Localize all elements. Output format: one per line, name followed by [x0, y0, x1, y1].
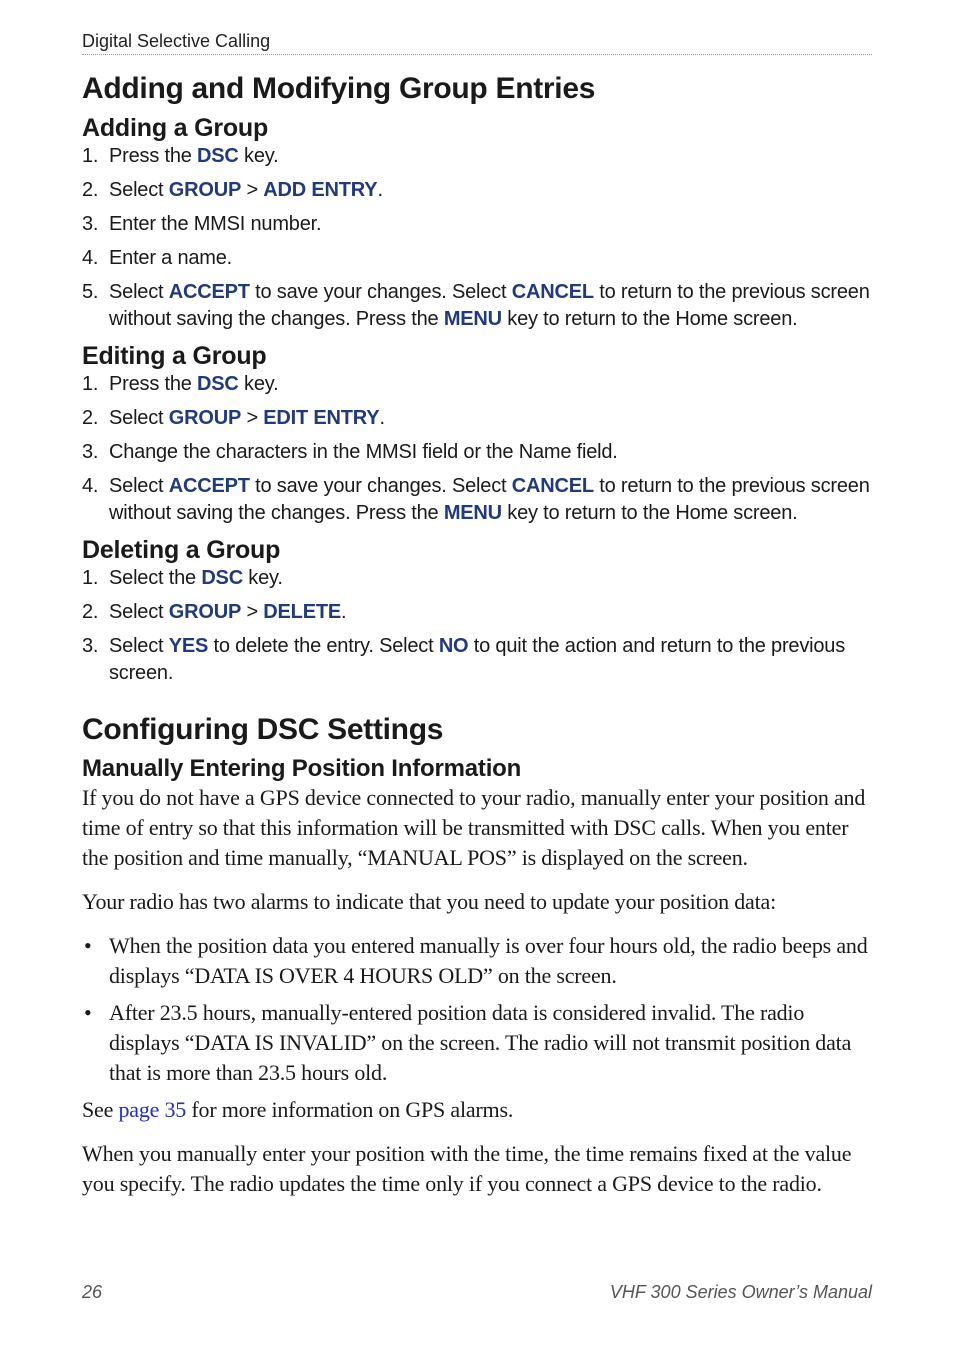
- section-title-group-entries: Adding and Modifying Group Entries: [82, 72, 596, 105]
- step-text: key to return to the Home screen.: [501, 502, 798, 524]
- paragraph-alarms-intro: Your radio has two alarms to indicate that you need to update your position data:: [82, 889, 776, 914]
- step-number: 1.: [82, 373, 99, 395]
- key-label: MENU: [443, 308, 502, 330]
- step-item: [82, 439, 872, 466]
- step-text: Select: [109, 475, 169, 497]
- step-text: Select: [109, 601, 169, 623]
- page-35-link[interactable]: page 35: [118, 1097, 187, 1122]
- step-text: key.: [242, 567, 283, 589]
- step-text: Press the: [109, 373, 198, 395]
- header-divider: [82, 54, 872, 55]
- step-number: 4.: [82, 475, 99, 497]
- step-text: Enter a name.: [109, 247, 233, 269]
- step-number: 3.: [82, 635, 99, 657]
- step-number: 5.: [82, 281, 99, 303]
- step-number: 2.: [82, 179, 99, 201]
- subsection-title-manual-position: Manually Entering Position Information: [82, 755, 522, 782]
- key-label: GROUP: [168, 601, 242, 623]
- see-text-end: for more information on GPS alarms.: [186, 1097, 514, 1122]
- manual-title: VHF 300 Series Owner’s Manual: [609, 1282, 872, 1302]
- step-text: Select: [109, 635, 169, 657]
- step-text: >: [241, 179, 264, 201]
- section-title-dsc-settings: Configuring DSC Settings: [82, 713, 444, 746]
- step-text: to save your changes. Select: [249, 281, 512, 303]
- list-item: [82, 998, 872, 1088]
- step-number: 3.: [82, 213, 99, 235]
- key-label: YES: [168, 635, 209, 657]
- step-number: 1.: [82, 567, 99, 589]
- step-item: [82, 177, 872, 204]
- step-number: 1.: [82, 145, 99, 167]
- key-label: ACCEPT: [168, 281, 250, 303]
- step-item: [82, 279, 872, 333]
- key-label: ACCEPT: [168, 475, 250, 497]
- step-text: .: [377, 179, 383, 201]
- step-item: [82, 371, 872, 398]
- step-number: 3.: [82, 441, 99, 463]
- step-item: [82, 473, 872, 527]
- step-text: >: [241, 407, 264, 429]
- step-text: key to return to the Home screen.: [501, 308, 798, 330]
- step-item: [82, 143, 872, 170]
- key-label: GROUP: [168, 179, 242, 201]
- step-item: [82, 565, 872, 592]
- key-label: MENU: [443, 502, 502, 524]
- key-label: DELETE: [263, 601, 341, 623]
- list-item: [82, 931, 872, 991]
- bullet-icon: •: [84, 1000, 92, 1025]
- running-header: Digital Selective Calling: [82, 31, 271, 51]
- subsection-title-adding: Adding a Group: [82, 114, 269, 142]
- paragraph-time-fixed: When you manually enter your position with the time, the time remains fixed at the value you specify. The radio updates the time only if you connect a GPS device to the radio.: [82, 1141, 852, 1196]
- step-text: key.: [238, 145, 279, 167]
- editing-steps-list: [82, 371, 872, 527]
- step-text: Select the: [109, 567, 202, 589]
- step-text: Select: [109, 179, 169, 201]
- key-label: DSC: [197, 373, 239, 395]
- step-text: .: [341, 601, 347, 623]
- key-label: CANCEL: [511, 281, 594, 303]
- step-text: to return to the previous screen without saving the changes. Press the: [109, 475, 870, 524]
- step-item: [82, 405, 872, 432]
- step-number: 2.: [82, 407, 99, 429]
- step-text: Press the: [109, 145, 198, 167]
- page-number: 26: [82, 1282, 103, 1302]
- key-label: GROUP: [168, 407, 242, 429]
- page-content: [82, 72, 872, 1199]
- subsection-title-editing: Editing a Group: [82, 342, 267, 370]
- see-text: See: [82, 1097, 119, 1122]
- paragraph-manual-position: If you do not have a GPS device connected to your radio, manually enter your position and time of entry so that this information will be transmitted with DSC calls. When you enter the position and time manually, “MANUAL POS” is displayed on the screen.: [82, 785, 866, 870]
- step-number: 4.: [82, 247, 99, 269]
- step-text: Select: [109, 407, 169, 429]
- key-label: EDIT ENTRY: [263, 407, 380, 429]
- bullet-text: After 23.5 hours, manually-entered position data is considered invalid. The radio displays “DATA IS INVALID” on the screen. The radio will not transmit position data that is more than 23.5 hours old.: [109, 1000, 852, 1085]
- step-item: [82, 245, 872, 272]
- step-text: to save your changes. Select: [249, 475, 512, 497]
- key-label: CANCEL: [511, 475, 594, 497]
- deleting-steps-list: [82, 565, 872, 687]
- subsection-title-deleting: Deleting a Group: [82, 536, 281, 564]
- step-text: to return to the previous screen without saving the changes. Press the: [109, 281, 870, 330]
- paragraph-see-page: [82, 1095, 872, 1125]
- key-label: ADD ENTRY: [263, 179, 378, 201]
- step-item: [82, 633, 872, 687]
- key-label: DSC: [197, 145, 239, 167]
- step-item: [82, 211, 872, 238]
- step-text: >: [241, 601, 264, 623]
- bullet-icon: •: [84, 933, 92, 958]
- step-text: Select: [109, 281, 169, 303]
- step-number: 2.: [82, 601, 99, 623]
- key-label: DSC: [201, 567, 243, 589]
- bullet-text: When the position data you entered manually is over four hours old, the radio beeps and displays “DATA IS OVER 4 HOURS OLD” on the screen.: [109, 933, 868, 988]
- key-label: NO: [438, 635, 469, 657]
- step-text: to delete the entry. Select: [208, 635, 439, 657]
- step-text: key.: [238, 373, 279, 395]
- step-text: Enter the MMSI number.: [109, 213, 322, 235]
- step-text: Change the characters in the MMSI field or the Name field.: [109, 441, 618, 463]
- alarm-bullet-list: [82, 931, 872, 1088]
- step-text: .: [379, 407, 385, 429]
- step-item: [82, 599, 872, 626]
- adding-steps-list: [82, 143, 872, 333]
- step-text: to quit the action and return to the previous screen.: [109, 635, 846, 684]
